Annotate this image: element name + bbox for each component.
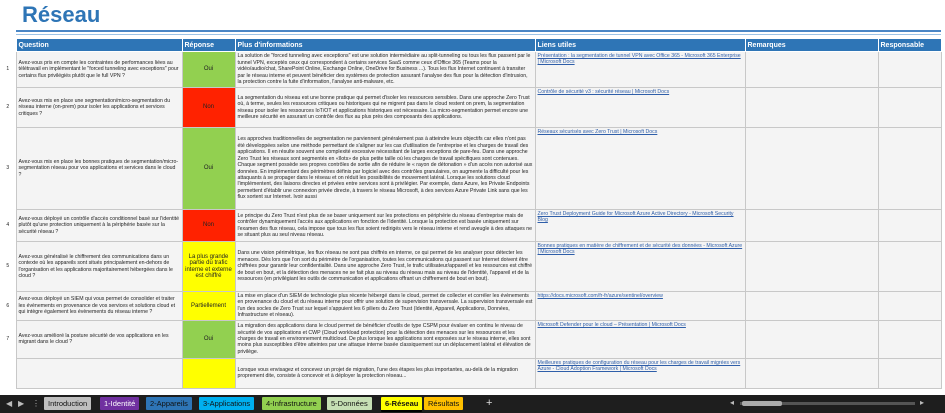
owner-cell[interactable]: [878, 320, 941, 358]
row-number: 6: [0, 292, 16, 321]
page-title: Réseau: [22, 2, 101, 27]
owner-cell[interactable]: [878, 52, 941, 88]
sheet-tab[interactable]: 1-Identité: [100, 397, 139, 410]
header-responsable[interactable]: Responsable: [878, 39, 941, 52]
header-question[interactable]: Question: [16, 39, 182, 52]
remarks-cell[interactable]: [745, 292, 878, 321]
header-links[interactable]: Liens utiles: [535, 39, 745, 52]
table-row: [0, 358, 941, 388]
table-row: [0, 292, 941, 321]
remarks-cell[interactable]: [745, 242, 878, 292]
sheet-tab[interactable]: 4-Infrastructure: [262, 397, 321, 410]
owner-cell[interactable]: [878, 292, 941, 321]
useful-link[interactable]: Réseaux sécurisés avec Zero Trust | Microsoft Docs: [535, 128, 745, 210]
sheet-tab[interactable]: 5-Données: [327, 397, 372, 410]
more-sheets-icon[interactable]: ⋮: [32, 399, 40, 408]
table-row: [0, 320, 941, 358]
useful-link[interactable]: https://docs.microsoft.com/fr-fr/azure/sentinel/overview: [535, 292, 745, 321]
horizontal-scrollbar[interactable]: [730, 399, 930, 407]
owner-cell[interactable]: [878, 210, 941, 242]
useful-link[interactable]: Présentation : la segmentation de tunnel VPN avec Office 365 - Microsoft 365 Enterprise | Microsoft Docs: [535, 52, 745, 88]
answer-cell[interactable]: Non: [182, 88, 235, 128]
sheet-tab[interactable]: 2-Appareils: [146, 397, 192, 410]
remarks-cell[interactable]: [745, 358, 878, 388]
question-cell[interactable]: Avez-vous mis en place les bonnes pratiques de segmentation/micro-segmentation réseau pour vos applications et services dans le cloud ?: [16, 128, 182, 210]
row-number: 4: [0, 210, 16, 242]
answer-cell[interactable]: Oui: [182, 128, 235, 210]
remarks-cell[interactable]: [745, 320, 878, 358]
answer-cell[interactable]: Oui: [182, 320, 235, 358]
useful-link[interactable]: Meilleures pratiques de configuration du réseau pour les charges de travail migrées vers Azure - Cloud Adoption Framework | Microsoft Docs: [535, 358, 745, 388]
table-row: [0, 52, 941, 88]
sheet-tab-bar: [0, 395, 945, 413]
answer-cell[interactable]: Oui: [182, 52, 235, 88]
question-cell[interactable]: Avez-vous déployé un SIEM qui vous permet de consolider et traiter les évènements en provenance de vos services et solutions cloud et qui intègre également les évènements du réseau interne ?: [16, 292, 182, 321]
title-divider: [16, 30, 941, 32]
info-cell[interactable]: La segmentation du réseau est une bonne pratique qui permet d'isoler les ressources sensibles. Dans une approche Zero Trust où, à terme, seules les ressources critiques ou historiques qui ne migrent pas dans le cloud restent on prem, la segmentation réseau pour isoler les ressources IoT/OT et applications historiques est nécessaire. La micro-segmentation permet encore une meilleure sécurité en assurant un contrôle des flux au plus près des composants des applications.: [235, 88, 535, 128]
useful-link[interactable]: Zero Trust Deployment Guide for Microsoft Azure Active Directory - Microsoft Security Blog: [535, 210, 745, 242]
table-row: [0, 242, 941, 292]
info-cell[interactable]: Les approches traditionnelles de segmentation ne parviennent généralement pas à atteindre leurs objectifs car elles n'ont pas été développées selon une méthode permettant de s'aligner sur les cas d'utilisation de l'entreprise et les charges de travail des applications. Il en résulte souvent une complexité excessive nécessitant de larges exceptions de pare-feu. Dans une approche Zero Trust les réseaux sont segmentés en «îlots» de plus petite taille où les charges de travail spécifiques sont contenues. Chaque segment possède ses propres contrôles de sortie afin de réduire le « rayon de détonation » d'un accès non autorisé aux données. En implémentant des périmètres définis par logiciel avec des contrôles granulaires, on augmente la difficulté pour les attaquants à se propager dans le réseau et on réduit les possibilités de mouvement latéral. Lorsque les solutions cloud l'implémentent, des liaisons directes et privées entre services sont à privilégier. Par exemple, dans Azure, les Private Endpoints permettent d'établir une connexion privée directe, à travers le réseau Microsoft, à des services Azure Private Link sans que les flux sortent sur Internet. Ivoir aussi: [235, 128, 535, 210]
row-number: 5: [0, 242, 16, 292]
info-cell[interactable]: La solution de "forced tunneling avec exceptions" est une solution intermédiaire au split-tunneling ou tous les flux passent par le tunnel VPN, exceptés ceux qui correspondent à certains services SaaS comme ceux d'Office 365 (Teams pour la vidéo/audio/chat, SharePoint Online, Exchange Online, OneDrive for Business ...). Tous les flux Internet continuent à transiter par le réseau interne et peuvent bénéficier des systèmes de protection assurant l'analyse des flux pour la détection d'intrusion, la protection contre la fuite d'information, l'analyse anti-malware, etc.: [235, 52, 535, 88]
scroll-left-icon[interactable]: ◂: [730, 398, 735, 407]
owner-cell[interactable]: [878, 88, 941, 128]
useful-link[interactable]: Contrôle de sécurité v3 : sécurité réseau | Microsoft Docs: [535, 88, 745, 128]
info-cell[interactable]: La migration des applications dans le cloud permet de bénéficier d'outils de type CSPM pour évaluer en continu le niveau de sécurité de vos applications et CWP (Cloud workload protection) pour la détection des menaces sur les ressources et les charges de travail en environnement multicloud. De plus lorsque les applications sont exposées sur le réseau interne, elles sont moins plus susceptibles d'être atteintes par une attaque interne basée classiquement sur un déplacement latéral et élévation de privilège.: [235, 320, 535, 358]
header-row: [0, 39, 941, 52]
prev-sheet-icon[interactable]: ◀: [6, 399, 13, 408]
sheet-tab[interactable]: 6-Réseau: [381, 397, 422, 412]
header-remarques[interactable]: Remarques: [745, 39, 878, 52]
remarks-cell[interactable]: [745, 52, 878, 88]
row-number: 2: [0, 88, 16, 128]
table-row: [0, 210, 941, 242]
header-reponse[interactable]: Réponse: [182, 39, 235, 52]
answer-cell[interactable]: La plus grande partie du trafic interne et externe est chiffré: [182, 242, 235, 292]
useful-link[interactable]: Microsoft Defender pour le cloud – Présentation | Microsoft Docs: [535, 320, 745, 358]
question-cell[interactable]: Avez-vous pris en compte les contraintes de performances liées au télétravail en implémentant le "forced tunneling avec exceptions" pour certains flux privilégiés plutôt que le full VPN ?: [16, 52, 182, 88]
remarks-cell[interactable]: [745, 88, 878, 128]
header-info[interactable]: Plus d'informations: [235, 39, 535, 52]
row-number: 1: [0, 52, 16, 88]
info-cell[interactable]: Dans une vision périmétrique, les flux réseau ne sont pas chiffrés en interne, ce qui permet de les analyser pour détecter les menaces. Dès lors que l'on sort du périmètre de l'organisation, toutes les communications qui passent sur Internet doivent être chiffrées pour garantir leur confidentialité. Dans une approche Zero Trust, le trafic utilisateur/appareil et les ressources est chiffré de bout en bout, et la détection des menaces ne se fait plus au niveau du réseau mais au niveau de l'identité, l'appareil et de la ressources (en privilégiant les outils de communication et applications offrant un chiffrement de bout en bout).: [235, 242, 535, 292]
sheet-tab[interactable]: Introduction: [44, 397, 91, 410]
title-divider-light: [16, 34, 941, 35]
question-cell[interactable]: Avez-vous déployé un contrôle d'accès conditionnel basé sur l'identité plutôt qu'une protection uniquement à la périphérie basée sur la sécurité réseau ?: [16, 210, 182, 242]
row-number: 3: [0, 128, 16, 210]
row-number: 7: [0, 320, 16, 358]
owner-cell[interactable]: [878, 358, 941, 388]
row-number: [0, 358, 16, 388]
owner-cell[interactable]: [878, 242, 941, 292]
info-cell[interactable]: La mise en place d'un SIEM de technologie plus récente hébergé dans le cloud, permet de collecter et corréler les évènements en provenance du cloud et du réseau interne pour offrir une solution de supervision transversale. La supervision transversale est l'un des socles de Zero Trust sur lequel s'appuient les 6 piliers du Zero Trust (Identité, Appareil, Applications, Données, Infrastructure et réseau).: [235, 292, 535, 321]
answer-cell[interactable]: Partiellement: [182, 292, 235, 321]
sheet-tab[interactable]: Résultats: [424, 397, 463, 410]
add-sheet-button[interactable]: +: [486, 397, 493, 409]
info-cell[interactable]: Le principe du Zero Trust n'est plus de se baser uniquement sur les protections en périphérie du réseau d'entreprise mais de contrôler dynamiquement l'accès aux applications en fonction de l'identité. Lorsque la protection est basée uniquement sur l'examen des flux réseau, cela impose que tous les flux soient redirigés vers le réseau interne et rend aveugle à des attaques ne se situant plus au seul niveau réseau.: [235, 210, 535, 242]
owner-cell[interactable]: [878, 128, 941, 210]
header-spacer: [0, 39, 16, 52]
scrollbar-thumb[interactable]: [742, 401, 782, 406]
question-cell[interactable]: [16, 358, 182, 388]
info-cell[interactable]: Lorsque vous envisagez et concevez un projet de migration, l'une des étapes les plus importantes, au-delà de la migration proprement dite, consiste à concevoir et à déployer la protection réseau...: [235, 358, 535, 388]
question-cell[interactable]: Avez-vous généralisé le chiffrement des communications dans un contexte où les appareils sont situés principalement en-dehors de l'organisation et les applications majoritairement hébergées dans le cloud ?: [16, 242, 182, 292]
remarks-cell[interactable]: [745, 128, 878, 210]
answer-cell[interactable]: Non: [182, 210, 235, 242]
remarks-cell[interactable]: [745, 210, 878, 242]
table-row: [0, 128, 941, 210]
table-row: [0, 88, 941, 128]
next-sheet-icon[interactable]: ▶: [18, 399, 25, 408]
scroll-right-icon[interactable]: ▸: [920, 398, 925, 407]
question-cell[interactable]: Avez-vous mis en place une segmentation/micro-segmentation du réseau interne (on-prem) pour isoler les applications et services critiques ?: [16, 88, 182, 128]
checklist-table: [0, 38, 942, 389]
sheet-tab[interactable]: 3-Applications: [199, 397, 254, 410]
question-cell[interactable]: Avez-vous amélioré la posture sécurité de vos applications en les migrant dans le cloud ?: [16, 320, 182, 358]
answer-cell[interactable]: [182, 358, 235, 388]
useful-link[interactable]: Bonnes pratiques en matière de chiffrement et de sécurité des données - Microsoft Azure | Microsoft Docs: [535, 242, 745, 292]
